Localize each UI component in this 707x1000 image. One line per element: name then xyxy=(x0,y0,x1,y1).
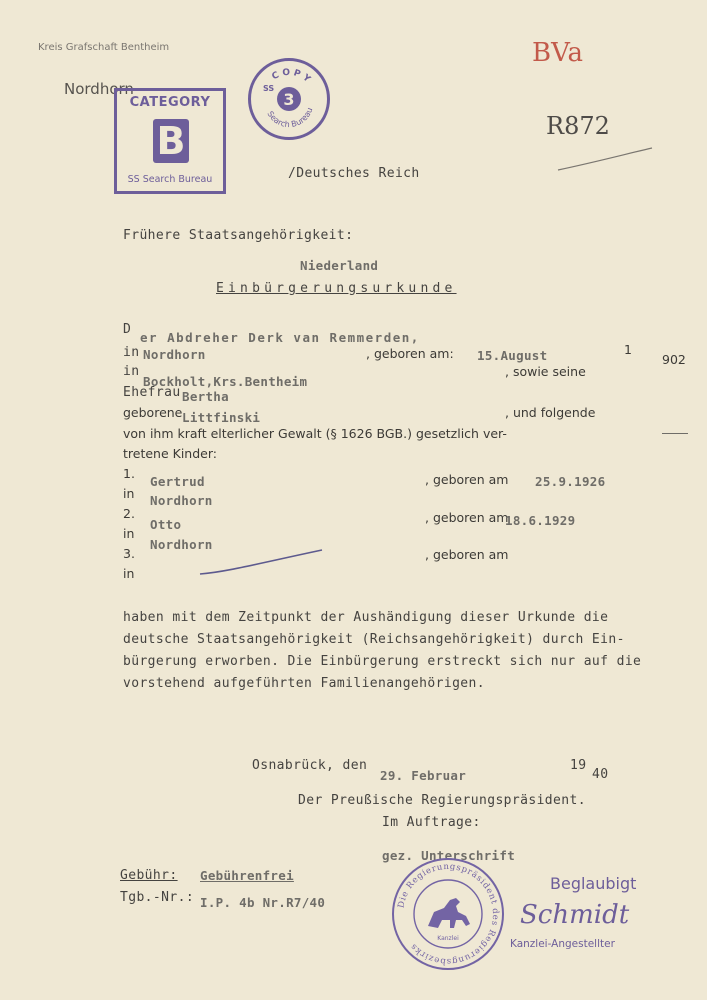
custody-dash xyxy=(662,433,688,434)
seal-center-text: Kanzlei xyxy=(437,935,459,942)
place-date-city: Osnabrück, den xyxy=(252,758,368,773)
certified-label: Beglaubigt xyxy=(550,874,637,893)
child-3-born-label: , geboren am xyxy=(425,547,509,562)
child-2-born-label: , geboren am xyxy=(425,510,509,525)
pencil-ref: R872 xyxy=(546,112,610,140)
svg-text:COPY xyxy=(271,68,315,87)
category-bureau: SS Search Bureau xyxy=(127,174,213,185)
nee-name: Littfinski xyxy=(182,410,261,425)
birthplace: Nordhorn xyxy=(143,347,206,362)
child-3-num: 3. xyxy=(123,546,135,561)
former-nationality-label: Frühere Staatsangehörigkeit: xyxy=(123,228,354,243)
children-intro: , und folgende xyxy=(505,405,596,420)
signature-line: gez. Unterschrift xyxy=(382,848,516,863)
horse-icon xyxy=(428,898,470,928)
in-label-1: in xyxy=(123,345,140,360)
child-1-in: in xyxy=(123,486,135,501)
pencil-stroke xyxy=(556,144,656,174)
birth-year-b: 902 xyxy=(662,352,686,367)
category-title: CATEGORY xyxy=(129,95,211,110)
child-1-name: Gertrud xyxy=(150,474,205,489)
child-2-num: 2. xyxy=(123,506,135,521)
birth-year-a: 1 xyxy=(624,342,632,357)
child-1-born-label: , geboren am xyxy=(425,472,509,487)
child-1-date: 25.9.1926 xyxy=(535,474,606,489)
copy-stamp-top: COPY xyxy=(270,67,315,87)
handwritten-signature: Schmidt xyxy=(520,900,630,930)
state-heading: /Deutsches Reich xyxy=(288,166,420,181)
copy-stamp-bottom: Search Bureau xyxy=(265,106,315,130)
residence: Bockholt,Krs.Bentheim xyxy=(143,374,308,389)
fee-value: Gebührenfrei xyxy=(200,868,294,883)
official-seal-svg xyxy=(394,860,502,968)
body-line-3: bürgerung erworben. Die Einbürgerung erstreckt sich nur auf die xyxy=(123,654,642,669)
tgb-label: Tgb.-Nr.: xyxy=(120,890,195,905)
custody-line-1: von ihm kraft elterlicher Gewalt (§ 1626 BGB.) gesetzlich ver- xyxy=(123,426,507,441)
pencil-mark-top: BVa xyxy=(532,38,583,68)
fee-label: Gebühr: xyxy=(120,868,178,883)
category-letter: B xyxy=(153,119,189,163)
former-nationality-value: Niederland xyxy=(300,258,379,273)
spouse-suffix: , sowie seine xyxy=(505,364,586,379)
person-name: er Abdreher Derk van Remmerden, xyxy=(140,330,420,345)
copy-stamp-svg xyxy=(251,61,327,137)
nee-label: geborene xyxy=(123,405,183,420)
in-label-2: in xyxy=(123,364,140,379)
clerk-label: Kanzlei-Angestellter xyxy=(510,938,615,950)
spouse-label: Ehefrau xyxy=(123,385,181,400)
official-seal xyxy=(392,858,504,970)
copy-stamp xyxy=(248,58,330,140)
strike-line xyxy=(196,548,326,578)
child-2-date: 18.6.1929 xyxy=(505,513,576,528)
child-2-place: Nordhorn xyxy=(150,537,213,552)
place-header: Nordhorn xyxy=(64,80,134,98)
born-label: , geboren am: xyxy=(366,346,454,361)
tgb-value: I.P. 4b Nr.R7/40 xyxy=(200,895,326,910)
place-date-year-a: 19 xyxy=(570,758,587,773)
kreis-header: Kreis Grafschaft Bentheim xyxy=(38,42,170,53)
child-1-place: Nordhorn xyxy=(150,493,213,508)
custody-line-2: tretene Kinder: xyxy=(123,446,217,461)
child-1-num: 1. xyxy=(123,466,135,481)
place-date-day: 29. Februar xyxy=(380,768,467,783)
category-stamp xyxy=(114,88,226,194)
birth-date: 15.August xyxy=(477,348,548,363)
copy-stamp-prefix: SS xyxy=(263,84,275,93)
document-title: Einbürgerungsurkunde xyxy=(216,281,457,296)
im-auftrage: Im Auftrage: xyxy=(382,815,481,830)
body-line-4: vorstehend aufgeführten Familienangehörigen. xyxy=(123,676,485,691)
place-date-year-b: 40 xyxy=(592,767,609,782)
authority: Der Preußische Regierungspräsident. xyxy=(298,793,586,808)
child-2-in: in xyxy=(123,526,135,541)
person-prefix: D xyxy=(123,322,132,337)
child-2-name: Otto xyxy=(150,517,182,532)
child-3-in: in xyxy=(123,566,135,581)
spouse-name: Bertha xyxy=(182,389,229,404)
seal-ring-text: Die Regierungspräsident des Regierungsbezirks xyxy=(396,861,501,967)
body-line-2: deutsche Staatsangehörigkeit (Reichsangehörigkeit) durch Ein- xyxy=(123,632,625,647)
copy-number: 3 xyxy=(283,90,295,109)
body-line-1: haben mit dem Zeitpunkt der Aushändigung dieser Urkunde die xyxy=(123,610,609,625)
